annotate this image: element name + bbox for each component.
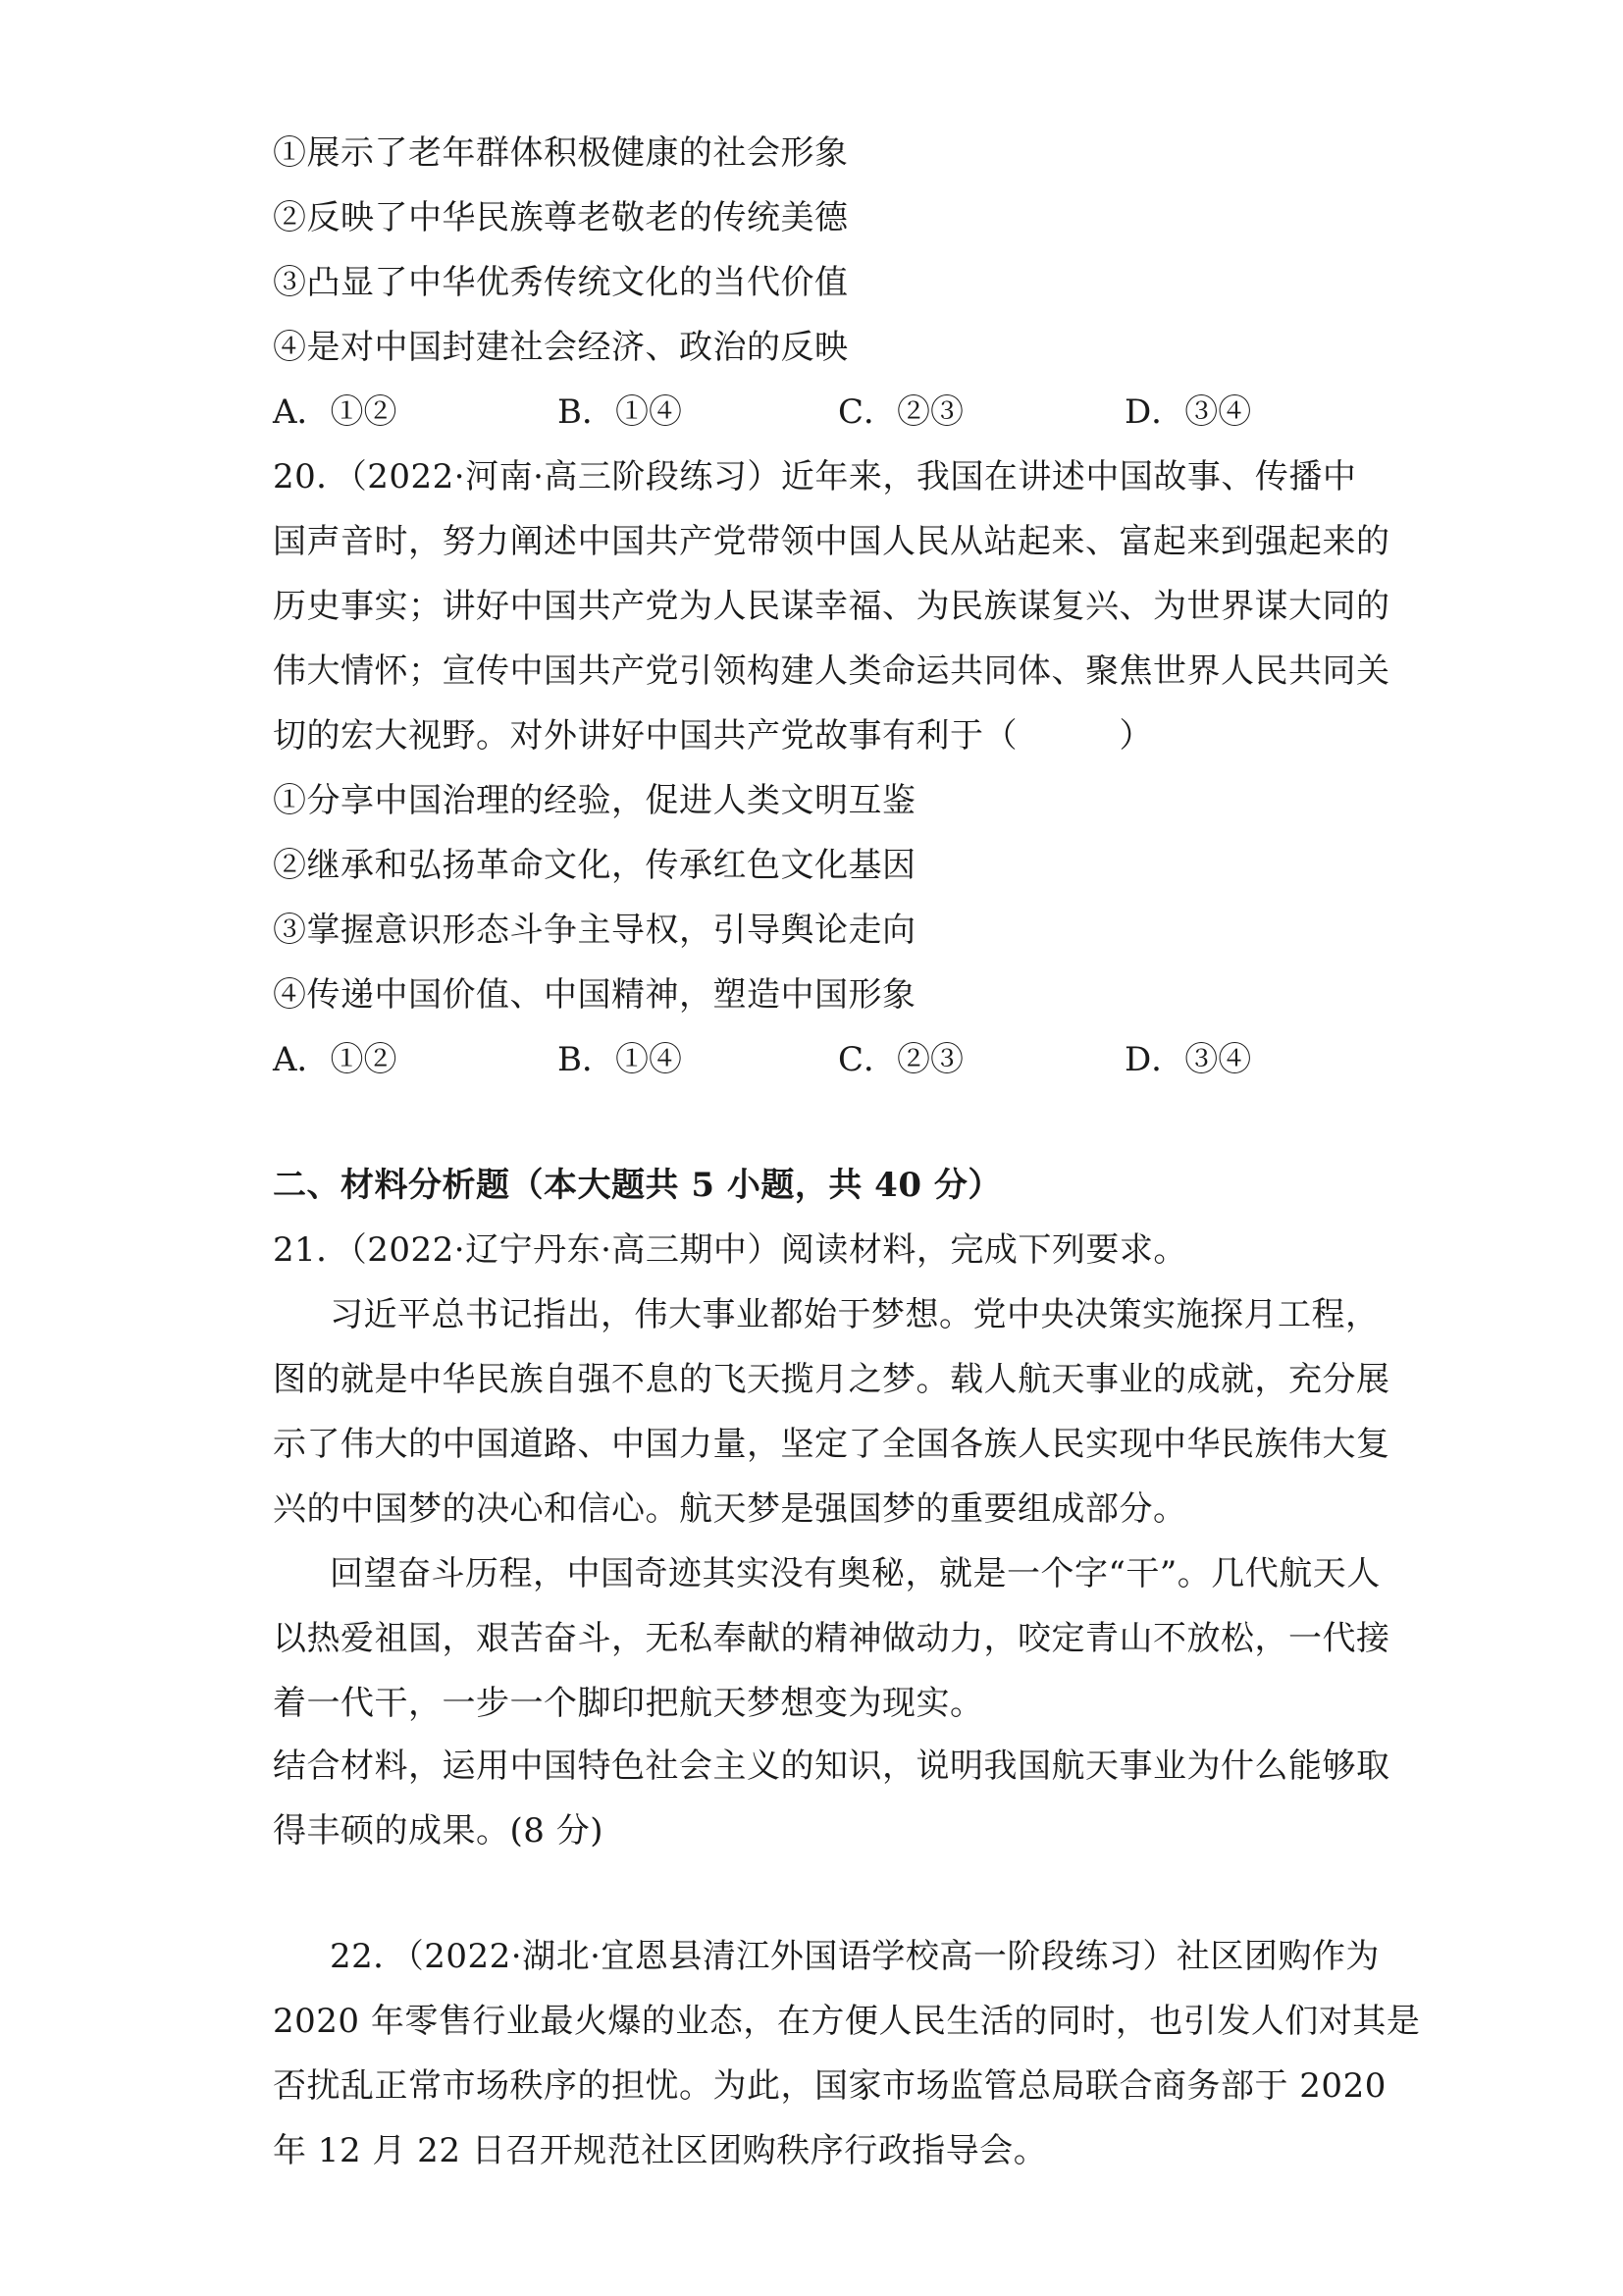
q20-option-b: B．①④ bbox=[557, 1040, 682, 1079]
q21-stem: 21．（2022·辽宁丹东·高三期中）阅读材料，完成下列要求。 bbox=[273, 1230, 1187, 1270]
q20-item-1: ①分享中国治理的经验，促进人类文明互鉴 bbox=[273, 781, 916, 820]
q20-stem-line-2: 国声音时，努力阐述中国共产党带领中国人民从站起来、富起来到强起来的 bbox=[273, 522, 1390, 561]
q19-option-c: C．②③ bbox=[838, 392, 965, 432]
q20-stem-line-1: 20．（2022·河南·高三阶段练习）近年来，我国在讲述中国故事、传播中 bbox=[273, 457, 1357, 496]
q19-item-1: ①展示了老年群体积极健康的社会形象 bbox=[273, 133, 849, 173]
q19-item-3: ③凸显了中华优秀传统文化的当代价值 bbox=[273, 263, 849, 302]
q21-para1-line-4: 兴的中国梦的决心和信心。航天梦是强国梦的重要组成部分。 bbox=[273, 1489, 1187, 1529]
q19-option-d: D．③④ bbox=[1125, 392, 1252, 432]
q20-stem-line-5: 切的宏大视野。对外讲好中国共产党故事有利于（ ） bbox=[273, 716, 1153, 756]
q21-para2-line-3: 着一代干，一步一个脚印把航天梦想变为现实。 bbox=[273, 1684, 984, 1723]
q21-para1-line-1: 习近平总书记指出，伟大事业都始于梦想。党中央决策实施探月工程， bbox=[330, 1295, 1380, 1334]
q20-stem-line-3: 历史事实；讲好中国共产党为人民谋幸福、为民族谋复兴、为世界谋大同的 bbox=[273, 587, 1390, 626]
q21-question-line-1: 结合材料，运用中国特色社会主义的知识，说明我国航天事业为什么能够取 bbox=[273, 1747, 1390, 1786]
q19-item-2: ②反映了中华民族尊老敬老的传统美德 bbox=[273, 198, 849, 237]
q21-question-line-2: 得丰硕的成果。(8 分) bbox=[273, 1811, 603, 1851]
q21-para2-line-2: 以热爱祖国，艰苦奋斗，无私奉献的精神做动力，咬定青山不放松，一代接 bbox=[273, 1619, 1390, 1658]
q22-stem-line-4: 年 12 月 22 日召开规范社区团购秩序行政指导会。 bbox=[273, 2131, 1048, 2170]
q19-options bbox=[273, 391, 1362, 434]
q20-options bbox=[273, 1038, 1362, 1081]
q20-item-3: ③掌握意识形态斗争主导权，引导舆论走向 bbox=[273, 911, 916, 950]
q20-item-4: ④传递中国价值、中国精神，塑造中国形象 bbox=[273, 975, 916, 1015]
section-heading: 二、材料分析题（本大题共 5 小题，共 40 分） bbox=[273, 1166, 1002, 1205]
q21-para1-line-3: 示了伟大的中国道路、中国力量，坚定了全国各族人民实现中华民族伟大复 bbox=[273, 1425, 1390, 1464]
q22-stem-line-1: 22．（2022·湖北·宜恩县清江外国语学校高一阶段练习）社区团购作为 bbox=[330, 1937, 1380, 1976]
q19-option-b: B．①④ bbox=[557, 392, 682, 432]
q21-para1-line-2: 图的就是中华民族自强不息的飞天揽月之梦。载人航天事业的成就，充分展 bbox=[273, 1360, 1390, 1399]
q20-stem-line-4: 伟大情怀；宣传中国共产党引领构建人类命运共同体、聚焦世界人民共同关 bbox=[273, 652, 1390, 691]
q20-option-a: A．①② bbox=[273, 1040, 397, 1079]
q20-option-c: C．②③ bbox=[838, 1040, 965, 1079]
q19-option-a: A．①② bbox=[273, 392, 397, 432]
q21-para2-line-1: 回望奋斗历程，中国奇迹其实没有奥秘，就是一个字“干”。几代航天人 bbox=[330, 1554, 1381, 1593]
q20-option-d: D．③④ bbox=[1125, 1040, 1252, 1079]
q19-item-4: ④是对中国封建社会经济、政治的反映 bbox=[273, 328, 849, 367]
q20-item-2: ②继承和弘扬革命文化，传承红色文化基因 bbox=[273, 846, 916, 885]
q22-stem-line-3: 否扰乱正常市场秩序的担忧。为此，国家市场监管总局联合商务部于 2020 bbox=[273, 2066, 1387, 2106]
q22-stem-line-2: 2020 年零售行业最火爆的业态，在方便人民生活的同时，也引发人们对其是 bbox=[273, 2002, 1421, 2041]
